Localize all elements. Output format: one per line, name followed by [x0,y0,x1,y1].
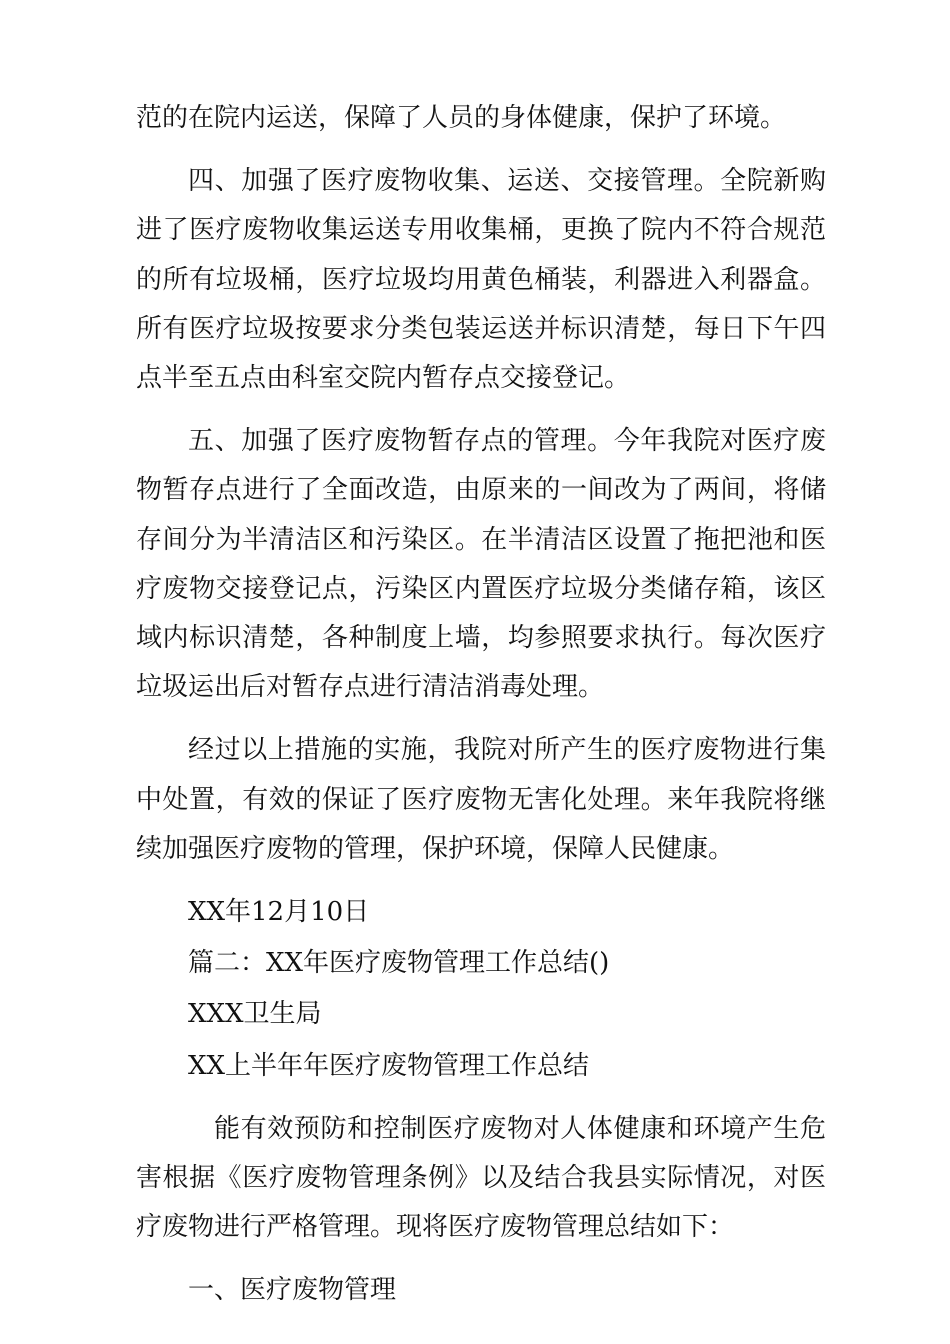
issuing-department: XXX卫生局 [188,999,322,1030]
paragraph-introduction: 能有效预防和控制医疗废物对人体健康和环境产生危害根据《医疗废物管理条例》以及结合我县实际情况，对医疗废物进行严格管理。现将医疗废物管理总结如下： [136,1113,826,1243]
paragraph-conclusion: 经过以上措施的实施，我院对所产生的医疗废物进行集中处置，有效的保证了医疗废物无害化处理。来年我院将继续加强医疗废物的管理，保护环境，保障人民健康。 [136,735,826,864]
summary-title: XX上半年年医疗废物管理工作总结 [188,1050,590,1081]
document-date: XX年12月10日 [188,897,370,928]
paragraph-continuation: 范的在院内运送，保障了人员的身体健康，保护了环境。 [136,103,787,133]
paragraph-section-four: 四、加强了医疗废物收集、运送、交接管理。全院新购进了医疗废物收集运送专用收集桶，更换了院内不符合规范的所有垃圾桶，医疗垃圾均用黄色桶装，利器进入利器盒。所有医疗垃圾按要求分类包装运送并标识清楚，每日下午四点半至五点由科室交院内暂存点交接登记。 [136,166,826,394]
document-body [136,94,826,1316]
section-heading-one: 一、医疗废物管理 [188,1275,397,1306]
paragraph-section-five: 五、加强了医疗废物暂存点的管理。今年我院对医疗废物暂存点进行了全面改造，由原来的一间改为了两间，将储存间分为半清洁区和污染区。在半清洁区设置了拖把池和医疗废物交接登记点，污染区内置医疗垃圾分类储存箱，该区域内标识清楚，各种制度上墙，均参照要求执行。每次医疗垃圾运出后对暂存点进行清洁消毒处理。 [136,426,826,703]
article-two-title: 篇二：XX年医疗废物管理工作总结() [188,948,610,979]
